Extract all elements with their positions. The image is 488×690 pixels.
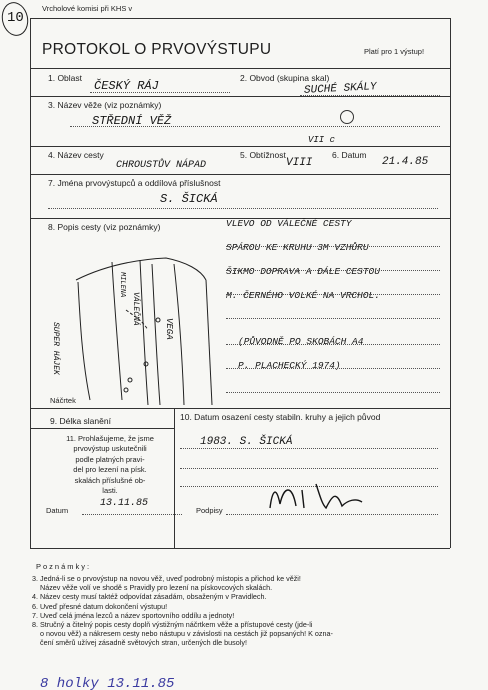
prohlaseni-line-4: del pro lezení na písk. [73, 465, 147, 475]
prohlaseni-text [48, 434, 172, 496]
prohlaseni-line-2: prvovýstup uskutečnili [73, 444, 147, 454]
popis-dotline-1 [226, 246, 440, 247]
vez-dotline [70, 126, 440, 127]
obtiznost-value: VII c [308, 135, 336, 145]
notes-title: Poznámky: [36, 562, 92, 571]
prohlaseni-line-6: lasti. [102, 486, 118, 496]
prohlaseni-line-5: skalách příslušné ob- [74, 475, 146, 485]
row11-top [30, 428, 174, 429]
obtiznost-label: 5. Obtížnost [240, 150, 286, 160]
osazeni-dotline-1 [180, 448, 438, 449]
note-item: 4. Název cesty musí taktéž odpovídat zásadám, obsaženým v Pravidlech. [32, 592, 267, 602]
datum-value: 21.4.85 [382, 156, 429, 168]
popis-dotline-5 [226, 344, 440, 345]
popis-line-2: SPÁROU KE KRUHU 3M VZHŮRU [226, 242, 369, 253]
notes-list [32, 574, 333, 648]
row9-top [30, 408, 450, 409]
note-item: Název věže volí ve shodě s Pravidly pro lezení na pískovcových skalách. [40, 583, 273, 593]
popis-dotline-3 [226, 294, 440, 295]
bottom-border [30, 548, 450, 549]
sketch-label-valecna: VÁLEČNÁ [131, 292, 140, 326]
sketch-label-super-hajek: SUPER HÁJEK [51, 322, 60, 375]
popis-line-3: ŠIKMO DOPRAVA A DÁLE CESTOU [226, 266, 380, 277]
osazeni-value: 1983. S. ŠICKÁ [200, 436, 293, 448]
row7-top [30, 174, 450, 175]
form-title: PROTOKOL O PRVOVÝSTUPU [42, 41, 272, 58]
osazeni-dotline-2 [180, 468, 438, 469]
oblast-value: ČESKÝ RÁJ [94, 79, 159, 93]
popis-dotline-7 [226, 392, 440, 393]
prohlaseni-line-3: podle platných pravi- [75, 454, 145, 464]
jmena-dotline-1 [48, 208, 438, 209]
note-item: 8. Stručný a čitelný popis cesty doplň výstižným náčrtkem věže a přístupové cesty (jde-li [32, 620, 313, 630]
popis-line-4: M. ČERNÉHO VOLKÉ NA VRCHOL. [226, 290, 380, 301]
sketch-label-vega: VEGA [164, 318, 174, 340]
row1-top [30, 68, 450, 69]
protocol-form [30, 4, 450, 670]
row9-divider [174, 408, 175, 548]
sketch-label-milena: MILENA [118, 272, 126, 298]
signature [262, 478, 372, 518]
jmena-label: 7. Jména prvovýstupců a oddílová příslušnost [48, 178, 221, 188]
slaneni-label: 9. Délka slanění [50, 416, 111, 426]
oblast-label: 1. Oblast [48, 73, 83, 83]
outer-right-border [450, 18, 451, 548]
datum-podpis-dotline [82, 514, 182, 515]
vez-label: 3. Název věže (viz poznámky) [48, 100, 162, 110]
podpisy-label: Podpisy [196, 506, 223, 515]
popis-label: 8. Popis cesty (viz poznámky) [48, 222, 161, 232]
prohlaseni-line-1: 11. Prohlašujeme, že jsme [66, 434, 154, 443]
vez-value: STŘEDNÍ VĚŽ [92, 114, 172, 128]
cesta-value: CHROUSTŮV NÁPAD [116, 160, 207, 171]
popis-dotline-6 [226, 368, 440, 369]
popis-note-line-1: (PŮVODNĚ PO SKOBÁCH A4 [238, 336, 364, 347]
datum-podpis-label: Datum [46, 506, 69, 515]
obtiznost-value-2: VIII [286, 157, 313, 169]
note-item: 6. Uveď přesné datum dokončení výstupu! [32, 601, 168, 611]
cesta-label: 4. Název cesty [48, 150, 104, 160]
validity-note: Platí pro 1 výstup! [364, 47, 425, 56]
podpisy-dotline [226, 514, 438, 515]
commission-line: Vrcholové komisi při KHS v [42, 4, 133, 13]
obvod-label: 2. Obvod (skupina skal) [240, 73, 330, 83]
row3-top [30, 96, 450, 97]
sketch-caption: Náčrtek [50, 396, 76, 405]
note-item: o novou věž) a nákresem cesty nebo nástupu v závislosti na cestách již popsaných! K ozna- [40, 629, 333, 639]
page-number: 10 [7, 10, 24, 26]
popis-note [238, 330, 363, 378]
outer-top-border [30, 18, 450, 19]
popis-dotline-4 [226, 318, 440, 319]
popis-dotline-2 [226, 270, 440, 271]
popis-line-1: VLEVO OD VÁLEČNÉ CESTY [226, 218, 352, 229]
footer-scribble: 8 holky 13.11.85 [40, 676, 175, 690]
obvod-value: SUCHÉ SKÁLY [303, 81, 377, 97]
outer-left-border [30, 18, 31, 548]
datum-podpis-value: 13.11.85 [100, 498, 149, 509]
note-item: 3. Jedná-li se o prvovýstup na novou věž, uveď podrobný místopis a přichod ke věži! [32, 574, 301, 583]
popis-note-line-2: P. PLACHECKÝ 1974) [238, 360, 341, 371]
note-item: 7. Uveď celá jména lezců a název sportovního oddílu a jednoty! [32, 610, 235, 620]
oblast-dotline [90, 92, 230, 93]
vez-checkbox [340, 110, 354, 124]
datum-label: 6. Datum [332, 150, 367, 160]
note-item: čení směrů užívej zásadně světových stran, určených dle busoly! [40, 638, 247, 648]
row4-top [30, 146, 450, 147]
osazeni-label: 10. Datum osazení cesty stabiln. kruhy a jejich původ [180, 412, 381, 422]
jmena-value: S. ŠICKÁ [160, 192, 218, 206]
